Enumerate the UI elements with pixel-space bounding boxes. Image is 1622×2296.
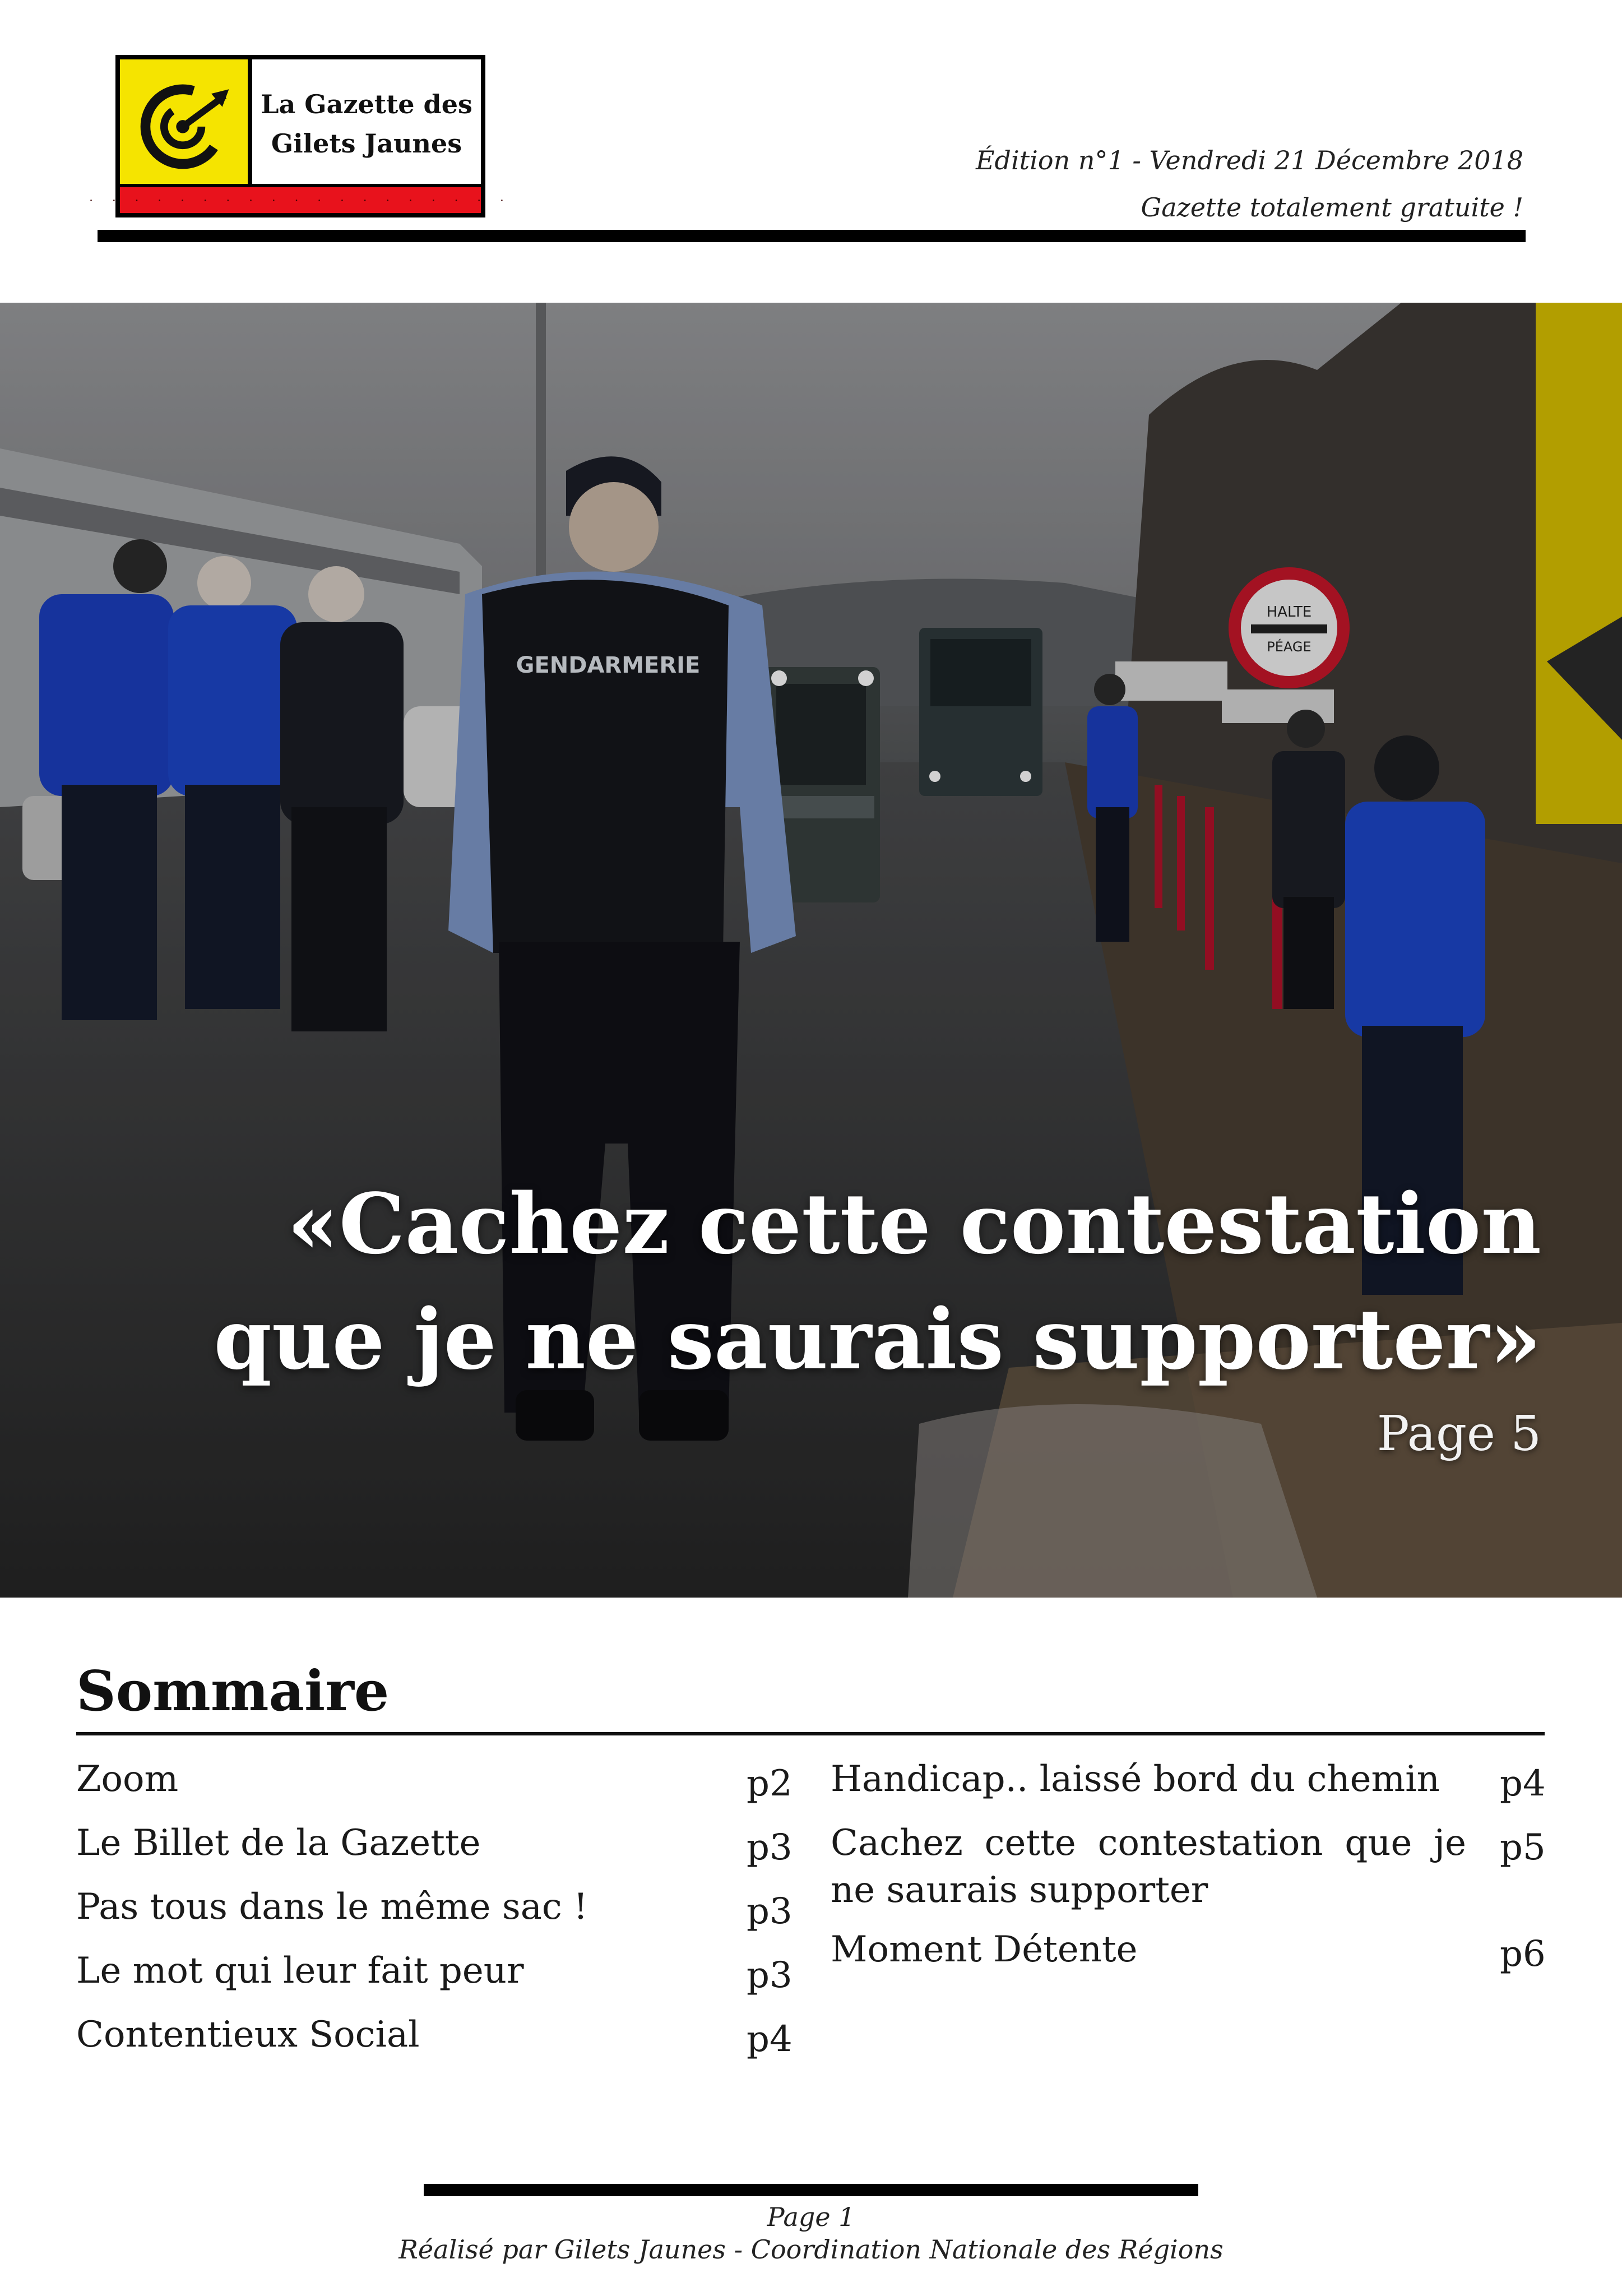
logo-strip: · · · · · · · · · · · · · · · · · · · xyxy=(120,184,481,213)
toc-item-label: Cachez cette contestation que je ne saurais supporter xyxy=(831,1822,1466,1911)
toc-item-page: p3 xyxy=(747,1827,793,1868)
footer-rule xyxy=(424,2184,1198,2196)
toc-item-label: Le Billet de la Gazette xyxy=(76,1822,481,1864)
free-line: Gazette totalement gratuite ! xyxy=(1141,192,1523,223)
toc-item-page: p3 xyxy=(747,1955,793,1996)
logo-mark xyxy=(120,59,252,188)
toc-item-page: p4 xyxy=(747,2019,793,2060)
hero-headline xyxy=(214,1166,1541,1397)
toc-item-page: p6 xyxy=(1500,1933,1546,1975)
gazette-logo xyxy=(89,55,512,217)
hero-scene xyxy=(0,303,1622,1598)
masthead-rule xyxy=(98,230,1526,242)
toc-item-label: Handicap.. laissé bord du chemin xyxy=(831,1758,1440,1800)
sommaire-title: Sommaire xyxy=(76,1659,390,1724)
logo-title-line1: La Gazette des xyxy=(261,89,472,119)
edition-info xyxy=(976,137,1523,231)
hero-headline-line1: «Cachez cette contestation xyxy=(287,1175,1541,1272)
toc-item[interactable] xyxy=(76,1883,791,1935)
footer-page-label: Page 1 xyxy=(767,2202,855,2232)
target-arrow-icon xyxy=(130,70,240,179)
toc-item-label: Contentieux Social xyxy=(76,2014,420,2056)
toc-item[interactable] xyxy=(831,1820,1545,1914)
toc-item[interactable] xyxy=(76,2011,791,2063)
toc-item-page: p3 xyxy=(747,1891,793,1932)
sign-text-2: PÉAGE xyxy=(1267,639,1311,655)
edition-line: Édition n°1 - Vendredi 21 Décembre 2018 xyxy=(975,145,1523,175)
footer-credit: Réalisé par Gilets Jaunes - Coordination Nationale des Régions xyxy=(398,2234,1224,2265)
toc-item-page: p5 xyxy=(1500,1827,1546,1868)
toc-item[interactable] xyxy=(76,1756,791,1807)
sign-text-1: HALTE xyxy=(1266,604,1312,621)
toc-item-page: p4 xyxy=(1500,1763,1546,1804)
hero-headline-line2: que je ne saurais supporter» xyxy=(214,1290,1541,1388)
vest-text: GENDARMERIE xyxy=(516,652,701,678)
toc-item-page: p2 xyxy=(747,1763,793,1804)
logo-title-line2: Gilets Jaunes xyxy=(271,128,462,159)
hero-photo xyxy=(0,303,1622,1598)
hero-page-ref: Page 5 xyxy=(1377,1406,1541,1462)
toc-item-label: Le mot qui leur fait peur xyxy=(76,1950,524,1992)
toc-right-column xyxy=(831,1756,1545,1990)
toc-item[interactable] xyxy=(831,1756,1545,1807)
toc-item[interactable] xyxy=(76,1947,791,1999)
logo-title xyxy=(252,59,481,188)
toc-left-column xyxy=(76,1756,791,2075)
toc-item-label: Zoom xyxy=(76,1758,179,1800)
toc-item[interactable] xyxy=(831,1926,1545,1978)
sommaire-rule xyxy=(76,1732,1545,1735)
toc-item[interactable] xyxy=(76,1820,791,1871)
toc-item-label: Moment Détente xyxy=(831,1929,1138,1970)
toc-item-label: Pas tous dans le même sac ! xyxy=(76,1886,588,1928)
footer xyxy=(0,2201,1622,2266)
